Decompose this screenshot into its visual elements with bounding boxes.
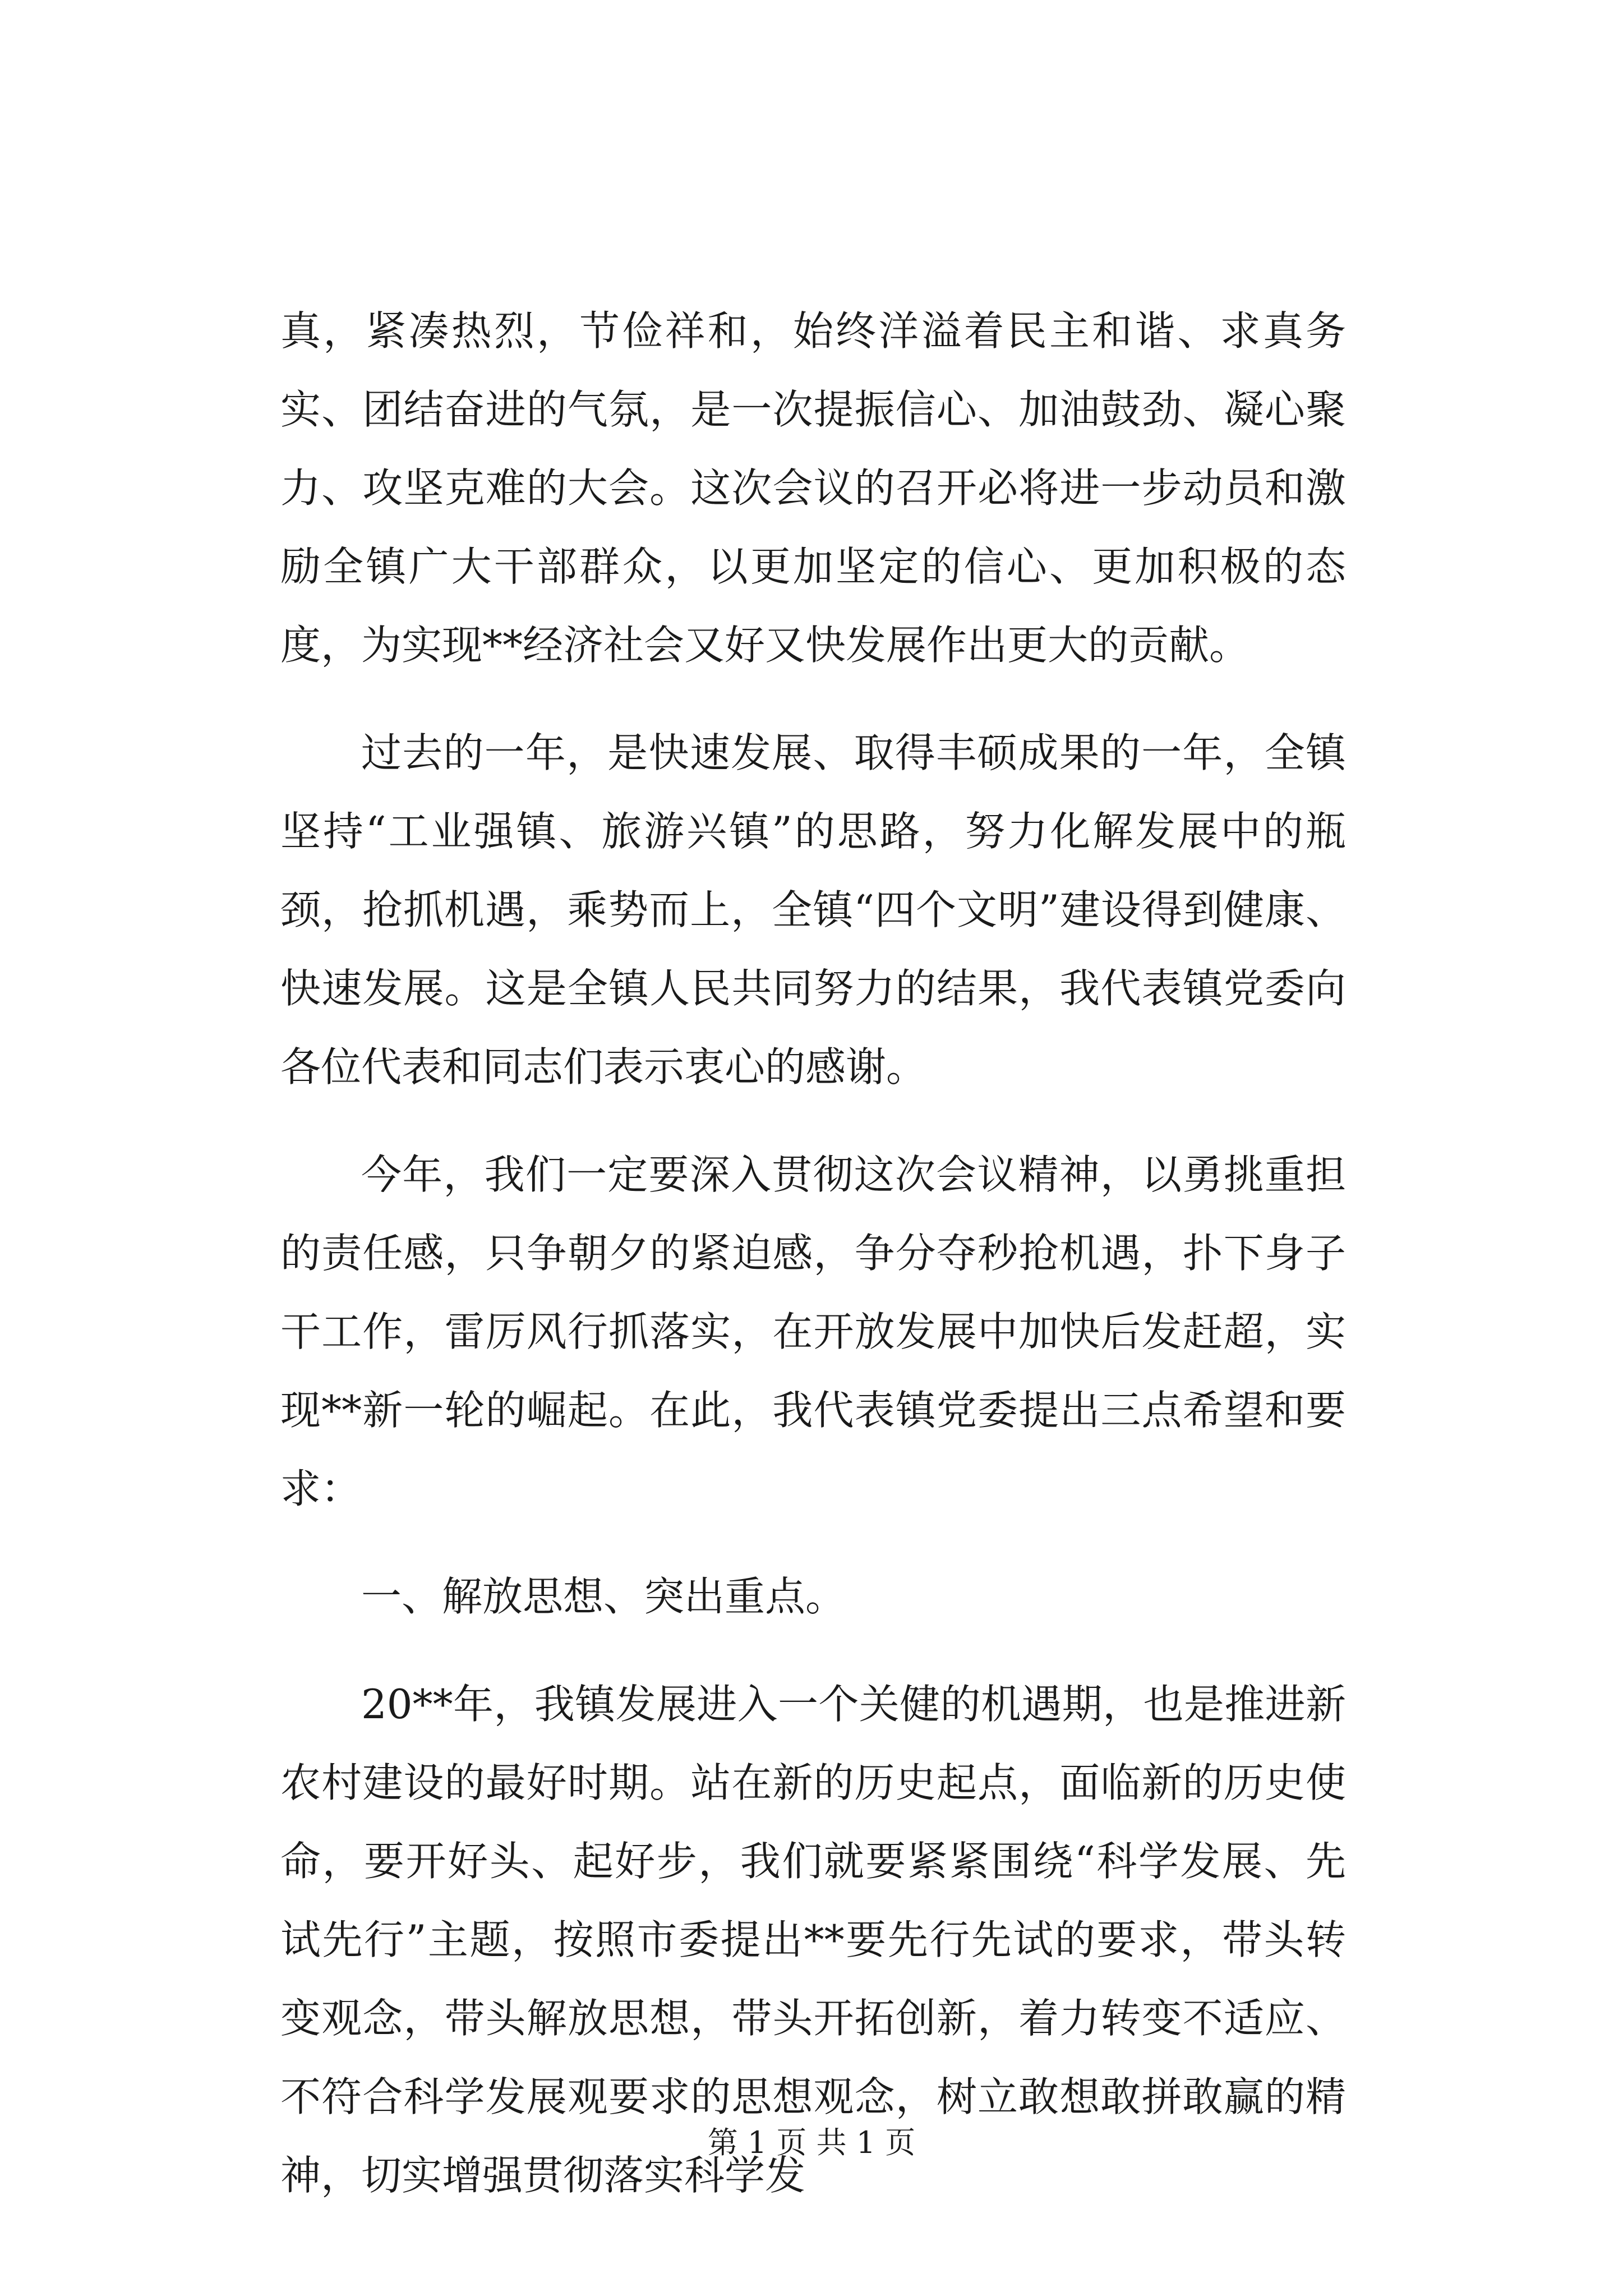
- paragraph-review: 过去的一年，是快速发展、取得丰硕成果的一年，全镇坚持“工业强镇、旅游兴镇”的思路，努力化解发展中的瓶颈，抢抓机遇，乘势而上，全镇“四个文明”建设得到健康、快速发展。这是全镇人民共同努力的结果，我代表镇党委向各位代表和同志们表示衷心的感谢。: [280, 729, 1346, 1091]
- page-number-footer: 第 1 页 共 1 页: [707, 2125, 916, 2160]
- section-heading: 一、解放思想、突出重点。: [361, 1573, 846, 1620]
- paragraph-this-year: 今年，我们一定要深入贯彻这次会议精神，以勇挑重担的责任感，只争朝夕的紧迫感，争分夺秒抢机遇，扑下身子干工作，雷厉风行抓落实，在开放发展中加快后发赶超，实现**新一轮的崛起。在此，我代表镇党委提出三点希望和要求：: [280, 1151, 1346, 1512]
- document-body: [280, 292, 1346, 2244]
- paragraph-development: 20**年，我镇发展进入一个关健的机遇期，也是推进新农村建设的最好时期。站在新的历史起点，面临新的历史使命，要开好头、起好步，我们就要紧紧围绕“科学发展、先试先行”主题，按照市委提出**要先行先试的要求，带头转变观念，带头解放思想，带头开拓创新，着力转变不适应、不符合科学发展观要求的思想观念，树立敢想敢拼敢赢的精神，切实增强贯彻落实科学发: [280, 1681, 1346, 2199]
- paragraph-continuation: 真，紧凑热烈，节俭祥和，始终洋溢着民主和谐、求真务实、团结奋进的气氛，是一次提振信心、加油鼓劲、凝心聚力、攻坚克难的大会。这次会议的召开必将进一步动员和激励全镇广大干部群众，以更加坚定的信心、更加积极的态度，为实现**经济社会又好又快发展作出更大的贡献。: [280, 307, 1346, 669]
